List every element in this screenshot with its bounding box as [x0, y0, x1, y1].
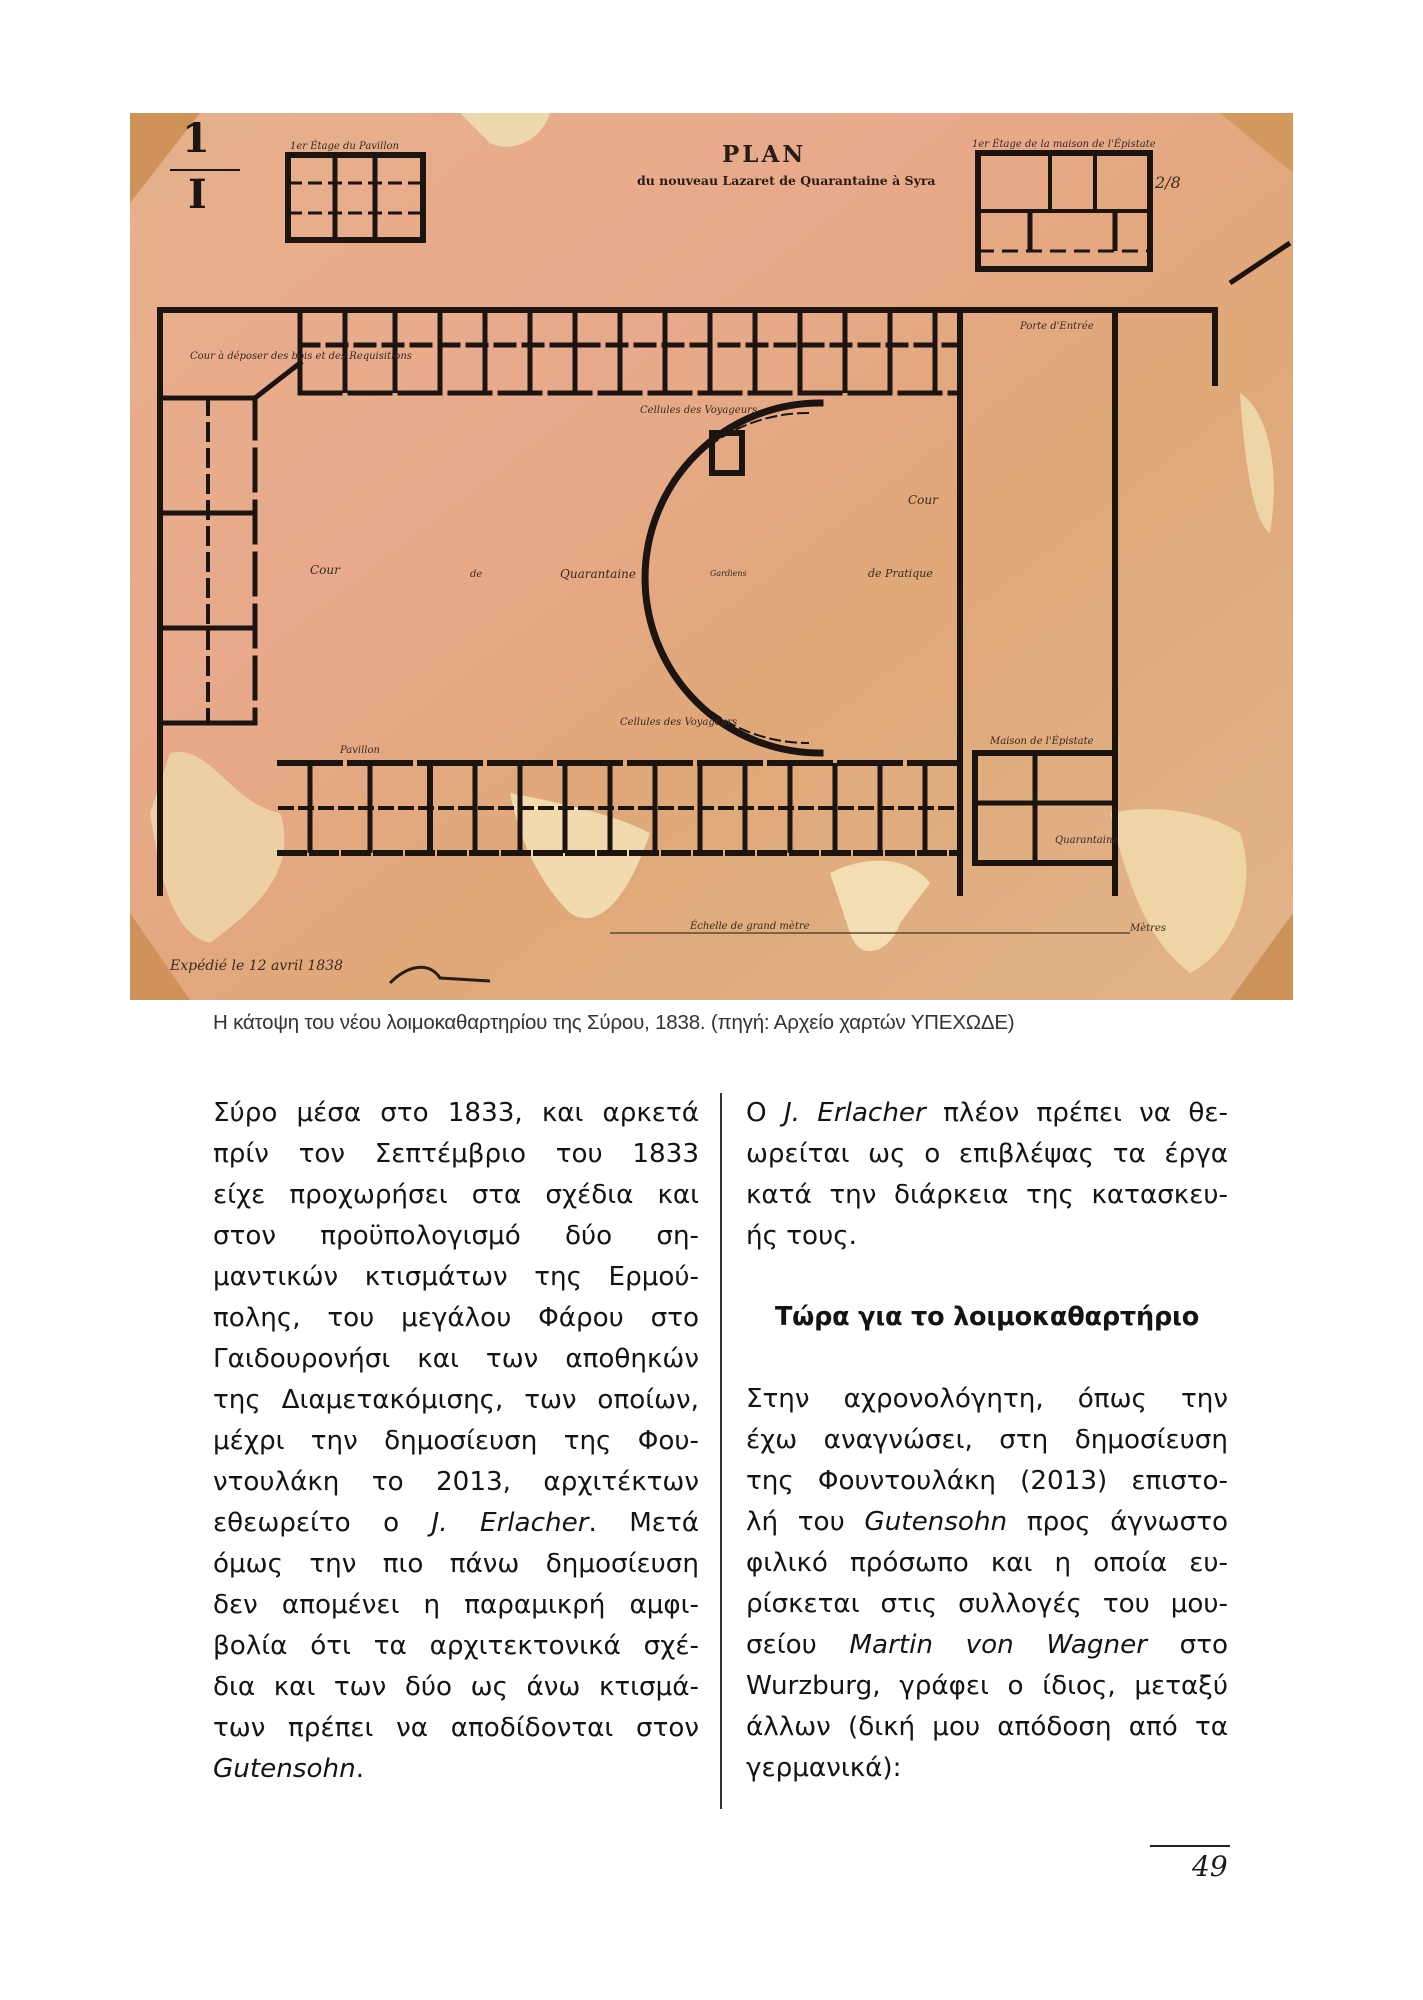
- label-echelle: Échelle de grand mètre: [690, 921, 810, 932]
- text-line: Γαιδουρονήσι και των αποθηκών: [213, 1344, 699, 1374]
- inset-right-title: 1er Étage de la maison de l'Épistate: [972, 139, 1156, 150]
- inset-left-title: 1er Étage du Pavillon: [290, 141, 399, 152]
- label-metres: Mètres: [1130, 923, 1167, 934]
- folio-rule: [1150, 1845, 1230, 1847]
- name-erlacher: J. Erlacher: [783, 1098, 926, 1128]
- scale-denominator: I: [188, 171, 207, 218]
- label-porte-entree: Porte d'Entrée: [1020, 321, 1094, 332]
- text-line: βολία ότι τα αρχιτεκτονικά σχέ-: [213, 1631, 699, 1661]
- label-gardiens: Gardiens: [710, 569, 747, 578]
- text-line-mixed: [746, 1093, 1228, 1134]
- text-line: δια και των δύο ως άνω κτισμά-: [213, 1672, 699, 1702]
- text-line: πολης, του μεγάλου Φάρου στο: [213, 1303, 699, 1333]
- label-signature-line: Expédié le 12 avril 1838: [170, 958, 343, 974]
- text-column-right: [746, 1093, 1228, 1789]
- scale-numerator: 1: [182, 115, 210, 162]
- text-run: σείου: [746, 1630, 850, 1660]
- section-heading: Τώρα για το λοιμοκαθαρτήριο: [774, 1302, 1200, 1332]
- text-line: πρίν τον Σεπτέμβριο του 1833: [213, 1139, 699, 1169]
- page-number: 49: [1192, 1850, 1228, 1883]
- text-line: ρίσκεται στις συλλογές του μου-: [746, 1589, 1228, 1619]
- text-line: κατά την διάρκεια της κατασκευ-: [746, 1180, 1228, 1210]
- text-run: . Μετά: [588, 1508, 699, 1538]
- paper-background: [130, 113, 1293, 1000]
- text-line: άλλων (δική μου απόδοση από τα: [746, 1712, 1228, 1742]
- text-run: .: [355, 1754, 365, 1784]
- text-line: Στην αχρονολόγητη, όπως την: [746, 1384, 1228, 1414]
- text-line: στον προϋπολογισμό δύο ση-: [213, 1221, 699, 1251]
- name-erlacher: J. Erlacher: [431, 1508, 589, 1538]
- label-maison-epistate: Maison de l'Épistate: [990, 736, 1094, 747]
- label-pavillon: Pavillon: [340, 745, 380, 756]
- text-line: της Φουντουλάκη (2013) επιστο-: [746, 1466, 1228, 1496]
- text-run: λή του: [746, 1507, 865, 1537]
- text-run: προς άγνωστο: [1007, 1507, 1228, 1537]
- text-line: Wurzburg, γράφει ο ίδιος, μεταξύ: [746, 1671, 1228, 1701]
- text-column-left: [213, 1093, 699, 1790]
- text-line-mixed: [746, 1625, 1228, 1666]
- text-line: Σύρο μέσα στο 1833, και αρκετά: [213, 1098, 699, 1128]
- text-line: έχω αναγνώσει, στη δημοσίευση: [746, 1425, 1228, 1455]
- text-line: ωρείται ως ο επιβλέψας τα έργα: [746, 1139, 1228, 1169]
- figure-caption: Η κάτοψη του νέου λοιμοκαθαρτηρίου της Σύρου, 1838. (πηγή: Αρχείο χαρτών ΥΠΕΧΩΔΕ): [213, 1011, 1015, 1034]
- museum-name: Martin von Wagner: [849, 1630, 1147, 1660]
- text-line: δεν απομένει η παραμικρή αμφι-: [213, 1590, 699, 1620]
- text-line-last: γερμανικά):: [746, 1753, 902, 1783]
- text-line-last: [213, 1749, 699, 1790]
- archive-mark: 2/8: [1155, 173, 1181, 192]
- text-line: μαντικών κτισμάτων της Ερμού-: [213, 1262, 699, 1292]
- label-quarantaine-room: Quarantaine: [1055, 835, 1119, 846]
- label-cour-1: Cour: [310, 563, 340, 577]
- name-gutensohn: Gutensohn: [864, 1507, 1008, 1537]
- text-line: της Διαμετακόμισης, των οποίων,: [213, 1385, 699, 1415]
- text-line: των πρέπει να αποδίδονται στον: [213, 1713, 699, 1743]
- text-line-last: ής τους.: [746, 1221, 857, 1251]
- text-run: πλέον πρέπει να θε-: [925, 1098, 1228, 1128]
- text-line-mixed: [746, 1502, 1228, 1543]
- label-cour-pratique: Cour: [908, 493, 938, 507]
- floor-plan-image: [130, 113, 1293, 1000]
- text-line-mixed: [213, 1503, 699, 1544]
- label-cellules-top: Cellules des Voyageurs: [640, 405, 758, 416]
- column-divider: [720, 1093, 722, 1809]
- plan-title: PLAN: [722, 141, 807, 168]
- text-line: ντουλάκη το 2013, αρχιτέκτων: [213, 1467, 699, 1497]
- text-line: είχε προχωρήσει στα σχέδια και: [213, 1180, 699, 1210]
- label-cellules-bottom: Cellules des Voyageurs: [620, 717, 738, 728]
- plan-subtitle: du nouveau Lazaret de Quarantaine à Syra: [637, 173, 936, 188]
- name-gutensohn: Gutensohn: [213, 1754, 356, 1784]
- label-cour-3: Quarantaine: [560, 567, 636, 581]
- label-cour-2: de: [470, 569, 483, 580]
- label-cour-depot: Cour à déposer des bois et des Requisitions: [190, 351, 412, 362]
- text-line: μέχρι την δημοσίευση της Φου-: [213, 1426, 699, 1456]
- text-run: εθεωρείτο ο: [213, 1508, 432, 1538]
- text-run: Ο: [746, 1098, 784, 1128]
- label-pratique: de Pratique: [868, 567, 933, 580]
- text-run: στο: [1146, 1630, 1228, 1660]
- text-line: φιλικό πρόσωπο και η οποία ευ-: [746, 1548, 1228, 1578]
- historic-floor-plan-figure: [130, 113, 1293, 1000]
- text-line: όμως την πιο πάνω δημοσίευση: [213, 1549, 699, 1579]
